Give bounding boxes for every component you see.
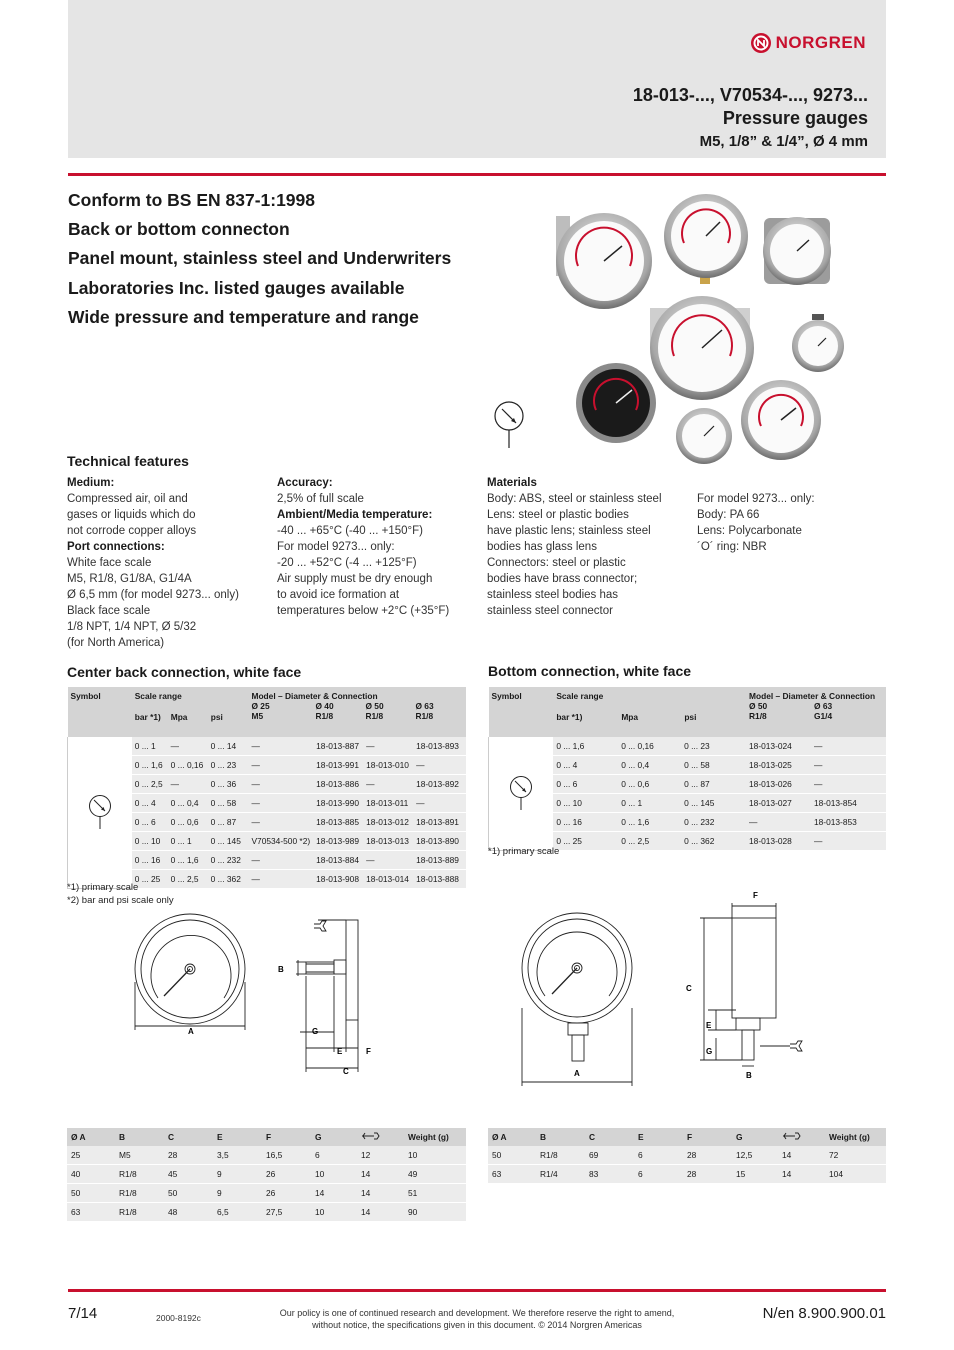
accuracy-label: Accuracy: <box>277 477 333 489</box>
medium-label: Medium: <box>67 477 115 489</box>
port-label: Port connections: <box>67 541 165 553</box>
dimensions-table-bottom <box>488 1128 886 1184</box>
col-bar: bar *1) <box>134 712 161 722</box>
table-cell: — <box>811 737 886 756</box>
col-psi: psi <box>210 712 223 722</box>
table-cell: 40 <box>67 1165 115 1184</box>
materials-text: stainless steel bodies has <box>487 589 619 601</box>
norgren-logo <box>750 32 866 54</box>
table-cell: — <box>746 813 811 832</box>
dim-label-b: B <box>278 965 284 974</box>
table-cell: 0 ... 10 <box>553 794 618 813</box>
table-cell: — <box>248 737 313 756</box>
dim-label-f: F <box>753 891 758 900</box>
table-cell: 18-013-025 <box>746 756 811 775</box>
table-cell: 0 ... 87 <box>208 813 249 832</box>
table-cell: 0 ... 145 <box>208 832 249 851</box>
product-photo <box>556 188 886 468</box>
policy-note: Our policy is one of continued research and development. We therefore reserve the right to amend, without notice, the specifications given in this document. © 2014 Norgren Americas <box>279 1308 675 1330</box>
materials-text: have plastic lens; stainless steel <box>487 525 651 537</box>
table-cell: 18-013-890 <box>413 832 466 851</box>
table-cell: 9 <box>213 1184 262 1203</box>
section-title-technical: Technical features <box>67 453 189 469</box>
model-9273-text: Lens: Polycarbonate <box>697 525 802 537</box>
table-cell: 0 ... 232 <box>681 813 746 832</box>
table-cell: 49 <box>404 1165 466 1184</box>
table-cell: 0 ... 58 <box>681 756 746 775</box>
temperature-label: Ambient/Media temperature: <box>277 509 433 521</box>
table-cell: 0 ... 1,6 <box>168 851 208 870</box>
table-cell: 0 ... 16 <box>132 851 168 870</box>
table-cell: 50 <box>67 1184 115 1203</box>
table-cell: 12 <box>357 1146 404 1165</box>
table-cell: 18-013-990 <box>313 794 363 813</box>
port-text: M5, R1/8, G1/8A, G1/4A <box>67 573 192 585</box>
gauge-symbol-icon <box>87 794 113 830</box>
table-cell: 26 <box>262 1165 311 1184</box>
accuracy-text: 2,5% of full scale <box>277 493 364 505</box>
table-cell: 0 ... 4 <box>132 794 168 813</box>
table-cell: 28 <box>683 1165 732 1184</box>
drawing-bottom-connection <box>520 888 820 1088</box>
table-cell: 0 ... 1,6 <box>618 813 681 832</box>
wrench-icon <box>361 1131 381 1141</box>
table-cell: 0 ... 58 <box>208 794 249 813</box>
table-cell: 0 ... 36 <box>208 775 249 794</box>
symbol-cell <box>68 737 132 889</box>
table-cell: 18-013-011 <box>363 794 413 813</box>
column-header <box>778 1128 825 1146</box>
table-cell: 28 <box>164 1146 213 1165</box>
title-line-3: M5, 1/8” & 1/4”, Ø 4 mm <box>699 133 868 150</box>
table-cell: 0 ... 2,5 <box>168 870 208 889</box>
materials-text: bodies have brass connector; <box>487 573 638 585</box>
brand-name: NORGREN <box>775 33 866 52</box>
table-cell: — <box>413 794 466 813</box>
column-header: B <box>536 1128 585 1146</box>
table-cell: 18-013-908 <box>313 870 363 889</box>
table-row <box>67 1203 466 1222</box>
column-header: Ø A <box>488 1128 536 1146</box>
table-cell: 14 <box>357 1203 404 1222</box>
table-cell: — <box>248 813 313 832</box>
table-cell: 18-013-028 <box>746 832 811 851</box>
table-cell: 0 ... 23 <box>208 756 249 775</box>
table-cell: — <box>811 756 886 775</box>
port-text: (for North America) <box>67 637 165 649</box>
table-cell: — <box>811 832 886 851</box>
dim-label-e: E <box>337 1047 343 1056</box>
temperature-text: Air supply must be dry enough <box>277 573 433 585</box>
table-cell: 14 <box>778 1165 825 1184</box>
table-cell: 0 ... 2,5 <box>132 775 168 794</box>
table-cell: 0 ... 6 <box>132 813 168 832</box>
table-cell: 0 ... 87 <box>681 775 746 794</box>
gauge-photo-8 <box>741 380 821 460</box>
column-header: F <box>262 1128 311 1146</box>
table-cell: — <box>413 756 466 775</box>
table-cell: 48 <box>164 1203 213 1222</box>
medium-text: not corrode copper alloys <box>67 525 197 537</box>
table-cell: — <box>168 775 208 794</box>
gauge-photo-1 <box>556 213 652 309</box>
table-cell: 0 ... 1 <box>132 737 168 756</box>
table-cell: — <box>168 737 208 756</box>
table-cell: 50 <box>164 1184 213 1203</box>
table-cell: 63 <box>488 1165 536 1184</box>
footnote: *1) primary scale <box>488 846 560 857</box>
table-cell: 25 <box>67 1146 115 1165</box>
table-cell: 14 <box>311 1184 357 1203</box>
table-cell: 0 ... 16 <box>553 813 618 832</box>
table-cell: 18-013-886 <box>313 775 363 794</box>
table-cell: 18-013-010 <box>363 756 413 775</box>
table-row <box>67 1165 466 1184</box>
table-cell: — <box>811 775 886 794</box>
gauge-photo-6 <box>576 363 656 443</box>
table-cell: 0 ... 1,6 <box>553 737 618 756</box>
table-cell: 18-013-012 <box>363 813 413 832</box>
port-text: Black face scale <box>67 605 151 617</box>
table-cell: 0 ... 0,6 <box>168 813 208 832</box>
table-cell: 18-013-854 <box>811 794 886 813</box>
table-cell: 3,5 <box>213 1146 262 1165</box>
table-cell: 0 ... 0,6 <box>618 775 681 794</box>
table-cell: — <box>248 851 313 870</box>
table-cell: — <box>248 775 313 794</box>
materials-text: Connectors: steel or plastic <box>487 557 626 569</box>
gauge-symbol-icon <box>492 401 526 449</box>
model-9273-text: Body: PA 66 <box>697 509 760 521</box>
gauge-photo-2 <box>664 194 748 284</box>
section-title-center-back: Center back connection, white face <box>67 664 302 680</box>
materials-text: bodies has glass lens <box>487 541 597 553</box>
col-model: Model – Diameter & Connection Ø 50 Ø 63 R1/8 G1/4 <box>746 687 886 737</box>
table-cell: 0 ... 25 <box>132 870 168 889</box>
table-row <box>488 1165 886 1184</box>
column-header: B <box>115 1128 164 1146</box>
table-cell: 0 ... 362 <box>681 832 746 851</box>
col-scale-range: Scale range bar *1) Mpa psi <box>553 687 746 737</box>
gauge-symbol-icon <box>508 775 534 811</box>
table-cell: 90 <box>404 1203 466 1222</box>
table-cell: 18-013-989 <box>313 832 363 851</box>
table-cell: 0 ... 1 <box>168 832 208 851</box>
port-text: White face scale <box>67 557 152 569</box>
table-cell: 83 <box>585 1165 634 1184</box>
table-cell: R1/8 <box>115 1203 164 1222</box>
table-cell: 18-013-884 <box>313 851 363 870</box>
table-cell: 0 ... 0,4 <box>168 794 208 813</box>
tech-col-medium <box>67 475 272 651</box>
table-header-row <box>68 687 467 737</box>
table-cell: — <box>248 756 313 775</box>
gauge-photo-3 <box>763 217 831 285</box>
dim-label-c: C <box>686 984 692 993</box>
table-cell: 10 <box>311 1203 357 1222</box>
title-line-1: 18-013-..., V70534-..., 9273... <box>632 85 868 105</box>
materials-text: Lens: steel or plastic bodies <box>487 509 629 521</box>
divider-red <box>68 173 886 176</box>
table-cell: 18-013-888 <box>413 870 466 889</box>
table-cell: R1/8 <box>536 1146 585 1165</box>
dim-label-g: G <box>312 1027 319 1036</box>
table-cell: 18-013-027 <box>746 794 811 813</box>
table-cell: 0 ... 4 <box>553 756 618 775</box>
table-cell: 26 <box>262 1184 311 1203</box>
table-cell: 63 <box>67 1203 115 1222</box>
table-cell: 18-013-885 <box>313 813 363 832</box>
dim-label-c: C <box>343 1067 349 1076</box>
medium-text: gases or liquids which do <box>67 509 196 521</box>
temperature-text: -20 ... +52°C (-4 ... +125°F) <box>277 557 417 569</box>
tech-col-materials <box>487 475 692 619</box>
page-number: 7/14 <box>68 1305 98 1322</box>
table-cell: 12,5 <box>732 1146 778 1165</box>
title-line-2: Pressure gauges <box>722 108 868 128</box>
model-9273-text: ´O´ ring: NBR <box>697 541 767 553</box>
table-cell: 16,5 <box>262 1146 311 1165</box>
table-cell: M5 <box>115 1146 164 1165</box>
table-cell: — <box>363 775 413 794</box>
table-header-row <box>489 687 887 737</box>
table-cell: 6,5 <box>213 1203 262 1222</box>
table-cell: 0 ... 23 <box>681 737 746 756</box>
dim-label-b: B <box>746 1071 752 1080</box>
table-cell: 14 <box>357 1165 404 1184</box>
table-cell: 45 <box>164 1165 213 1184</box>
col-psi: psi <box>684 712 697 722</box>
table-cell: 18-013-014 <box>363 870 413 889</box>
tech-col-model-9273 <box>697 491 887 555</box>
column-header: Weight (g) <box>404 1128 466 1146</box>
symbol-cell <box>489 737 554 851</box>
col-scale-range: Scale range bar *1) Mpa psi <box>132 687 249 737</box>
col-model: Model – Diameter & Connection Ø 25 Ø 40 Ø 50 Ø 63 M5 R1/8 R1/8 R1/8 <box>248 687 466 737</box>
table-cell: 18-013-853 <box>811 813 886 832</box>
headline-line: Panel mount, stainless steel and Underwriters <box>68 248 452 269</box>
headline-line: Wide pressure and temperature and range <box>68 306 419 327</box>
table-cell: 18-013-891 <box>413 813 466 832</box>
table-row <box>67 1146 466 1165</box>
col-mpa: Mpa <box>170 712 188 722</box>
table-cell: 18-013-889 <box>413 851 466 870</box>
table-cell: 18-013-026 <box>746 775 811 794</box>
col-mpa: Mpa <box>621 712 639 722</box>
column-header: Ø A <box>67 1128 115 1146</box>
footnote: *1) primary scale *2) bar and psi scale only <box>67 882 174 906</box>
medium-text: Compressed air, oil and <box>67 493 188 505</box>
table-cell: 18-013-893 <box>413 737 466 756</box>
table-header-row <box>488 1128 886 1146</box>
materials-text: stainless steel connector <box>487 605 613 617</box>
table-cell: 6 <box>634 1165 683 1184</box>
table-cell: 0 ... 10 <box>132 832 168 851</box>
table-cell: 72 <box>825 1146 886 1165</box>
table-cell: 18-013-024 <box>746 737 811 756</box>
table-cell: 50 <box>488 1146 536 1165</box>
tech-col-accuracy <box>277 475 482 619</box>
column-header: G <box>311 1128 357 1146</box>
dim-label-g: G <box>706 1047 713 1056</box>
table-cell: 0 ... 0,16 <box>618 737 681 756</box>
wrench-icon <box>782 1131 802 1141</box>
dim-label-a: A <box>188 1027 194 1036</box>
column-header: E <box>634 1128 683 1146</box>
table-cell: 18-013-892 <box>413 775 466 794</box>
table-cell: 104 <box>825 1165 886 1184</box>
table-cell: 6 <box>311 1146 357 1165</box>
table-cell: 0 ... 6 <box>553 775 618 794</box>
headline-line: Back or bottom connecton <box>68 219 290 240</box>
table-cell: 18-013-887 <box>313 737 363 756</box>
table-cell: — <box>363 737 413 756</box>
temperature-text: temperatures below +2°C (+35°F) <box>277 605 450 617</box>
table-cell: 10 <box>404 1146 466 1165</box>
table-header-row <box>67 1128 466 1146</box>
temperature-text: to avoid ice formation at <box>277 589 400 601</box>
dim-label-e: E <box>706 1021 712 1030</box>
drawing-back-connection <box>118 912 371 1082</box>
table-cell: 0 ... 0,4 <box>618 756 681 775</box>
temperature-text: -40 ... +65°C (-40 ... +150°F) <box>277 525 423 537</box>
column-header: G <box>732 1128 778 1146</box>
table-cell: 0 ... 362 <box>208 870 249 889</box>
table-cell: 0 ... 2,5 <box>618 832 681 851</box>
gauge-photo-4 <box>650 296 754 400</box>
feature-headline <box>68 186 538 332</box>
table-row <box>67 1184 466 1203</box>
table-cell: 0 ... 1 <box>618 794 681 813</box>
col-symbol: Symbol <box>68 687 132 737</box>
table-cell: — <box>363 851 413 870</box>
table-cell: 28 <box>683 1146 732 1165</box>
table-cell: 9 <box>213 1165 262 1184</box>
model-9273-text: For model 9273... only: <box>697 493 815 505</box>
column-header <box>357 1128 404 1146</box>
document-code: 2000-8192c <box>156 1313 201 1323</box>
table-cell: 0 ... 232 <box>208 851 249 870</box>
table-cell: 0 ... 0,16 <box>168 756 208 775</box>
section-title-bottom: Bottom connection, white face <box>488 663 692 679</box>
table-cell: R1/8 <box>115 1184 164 1203</box>
table-cell: R1/4 <box>536 1165 585 1184</box>
table-cell: 0 ... 14 <box>208 737 249 756</box>
table-row <box>68 737 467 756</box>
port-text: 1/8 NPT, 1/4 NPT, Ø 5/32 <box>67 621 197 633</box>
materials-text: Body: ABS, steel or stainless steel <box>487 493 662 505</box>
table-cell: 69 <box>585 1146 634 1165</box>
table-cell: 15 <box>732 1165 778 1184</box>
col-bar: bar *1) <box>556 712 583 722</box>
table-cell: 14 <box>778 1146 825 1165</box>
table-cell: — <box>248 870 313 889</box>
document-number: N/en 8.900.900.01 <box>762 1305 886 1322</box>
bottom-connection-table <box>488 687 886 851</box>
column-header: C <box>164 1128 213 1146</box>
dim-label-a: A <box>574 1069 580 1078</box>
temperature-text: For model 9273... only: <box>277 541 395 553</box>
table-cell: 18-013-013 <box>363 832 413 851</box>
dimensions-table-back <box>67 1128 466 1222</box>
column-header: Weight (g) <box>825 1128 886 1146</box>
center-back-table <box>67 687 466 889</box>
col-symbol: Symbol <box>489 687 554 737</box>
headline-line: Conform to BS EN 837-1:1998 <box>68 190 316 210</box>
column-header: C <box>585 1128 634 1146</box>
table-cell: 14 <box>357 1184 404 1203</box>
headline-line: Laboratories Inc. listed gauges available <box>68 277 405 298</box>
table-cell: V70534-500 *2) <box>248 832 313 851</box>
port-text: Ø 6,5 mm (for model 9273... only) <box>67 589 239 601</box>
table-row <box>488 1146 886 1165</box>
gauge-photo-7 <box>676 408 732 464</box>
table-row <box>489 737 887 756</box>
column-header: E <box>213 1128 262 1146</box>
table-cell: — <box>248 794 313 813</box>
table-cell: 6 <box>634 1146 683 1165</box>
table-cell: 0 ... 145 <box>681 794 746 813</box>
table-cell: 0 ... 1,6 <box>132 756 168 775</box>
table-cell: 0 ... 25 <box>553 832 618 851</box>
page-title <box>633 84 868 153</box>
column-header: F <box>683 1128 732 1146</box>
divider-red-footer <box>68 1289 886 1292</box>
dim-label-f: F <box>366 1047 371 1056</box>
gauge-photo-5 <box>792 314 844 372</box>
table-cell: 51 <box>404 1184 466 1203</box>
table-cell: 10 <box>311 1165 357 1184</box>
table-cell: R1/8 <box>115 1165 164 1184</box>
norgren-logo-icon <box>750 32 772 54</box>
table-cell: 18-013-991 <box>313 756 363 775</box>
materials-label: Materials <box>487 477 537 489</box>
table-cell: 27,5 <box>262 1203 311 1222</box>
